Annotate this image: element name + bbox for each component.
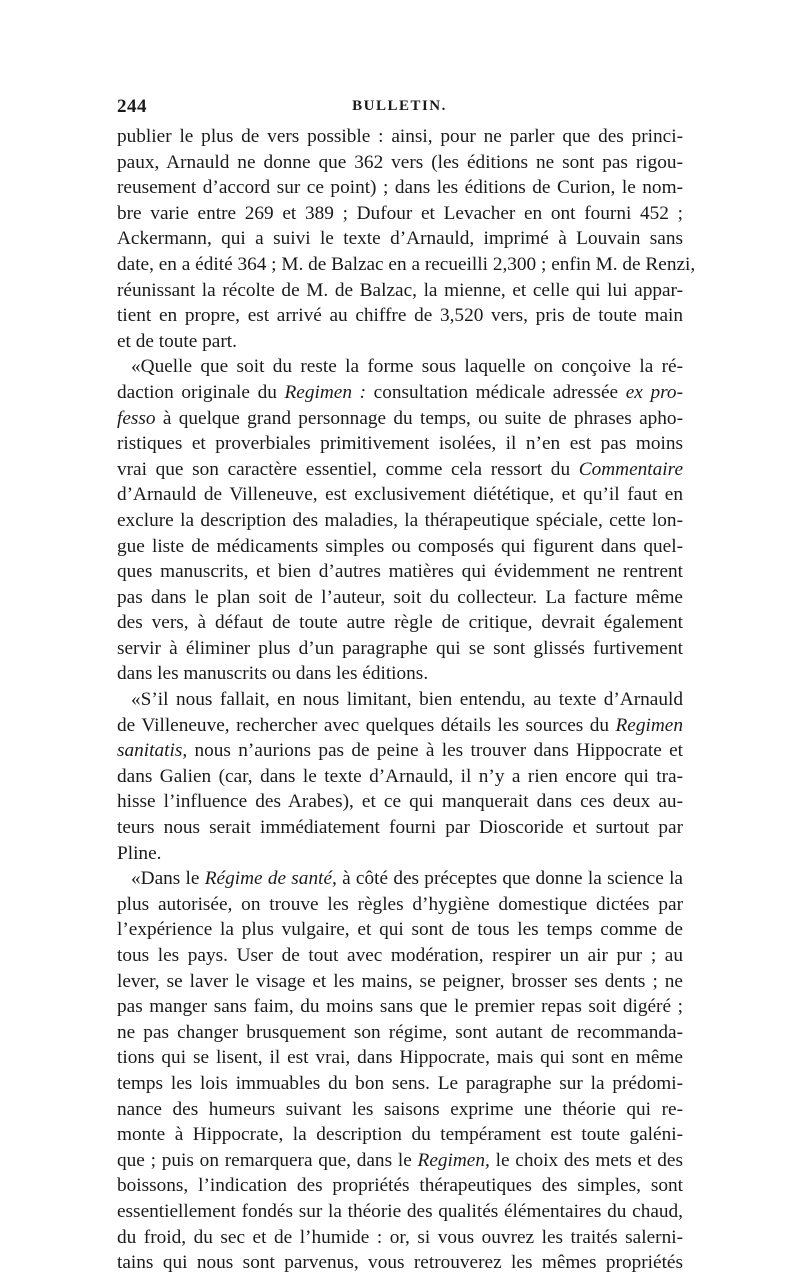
text-line bbox=[117, 406, 683, 432]
italic-text: ex pro- bbox=[625, 381, 683, 403]
text-line bbox=[117, 866, 683, 892]
italic-text: Régime de santé, bbox=[204, 868, 337, 890]
text-line: pas dans le plan soit de l’auteur, soit du collecteur. La facture même bbox=[117, 586, 683, 608]
text-line: d’Arnauld de Villeneuve, est exclusivement diététique, et qu’il faut en bbox=[117, 484, 683, 506]
text-line bbox=[117, 354, 683, 380]
page-header bbox=[117, 96, 682, 122]
text-line: l’expérience la plus vulgaire, et qui sont de tous les temps comme de bbox=[117, 919, 683, 941]
italic-text: fesso bbox=[117, 407, 156, 429]
text-line bbox=[117, 1148, 683, 1174]
text-segment: le choix des mets et des bbox=[489, 1149, 683, 1171]
text-line: ne pas changer brusquement son régime, sont autant de recommanda- bbox=[117, 1021, 683, 1043]
text-line: nance des humeurs suivant les saisons exprime une théorie qui re- bbox=[117, 1098, 683, 1120]
text-line: reusement d’accord sur ce point) ; dans les éditions de Curion, le nom- bbox=[117, 177, 683, 199]
text-segment: «Dans le bbox=[131, 868, 205, 890]
text-line: servir à éliminer plus d’un paragraphe qui se sont glissés furtivement bbox=[117, 637, 683, 659]
text-segment: «Quelle que soit du reste la forme sous laquelle on conçoive la ré- bbox=[131, 356, 683, 378]
text-line bbox=[117, 687, 683, 713]
text-segment: consultation médicale adressée bbox=[366, 381, 626, 403]
text-line bbox=[117, 380, 683, 406]
text-segment: à côté des préceptes que donne la science la bbox=[336, 868, 683, 890]
body-text bbox=[117, 124, 696, 1276]
text-segment: vrai que son caractère essentiel, comme cela ressort du bbox=[117, 458, 579, 480]
text-segment: à quelque grand personnage du temps, ou suite de phrases apho- bbox=[155, 407, 683, 429]
text-line bbox=[117, 738, 683, 764]
text-line: plus autorisée, on trouve les règles d’hygiène domestique dictées par bbox=[117, 893, 683, 915]
text-segment: daction originale du bbox=[117, 381, 285, 403]
text-line: hisse l’influence des Arabes), et ce qui manquerait dans ces deux au- bbox=[117, 791, 683, 813]
text-line: date, en a édité 364 ; M. de Balzac en a recueilli 2,300 ; enfin M. de Renzi, bbox=[117, 253, 696, 275]
text-line: Ackermann, qui a suivi le texte d’Arnauld, imprimé à Louvain sans bbox=[117, 228, 683, 250]
text-line: tions qui se lisent, il est vrai, dans Hippocrate, mais qui sont en même bbox=[117, 1047, 683, 1069]
text-line: pas manger sans faim, du moins sans que le premier repas soit digéré ; bbox=[117, 996, 683, 1018]
text-segment: de Villeneuve, rechercher avec quelques détails les sources du bbox=[117, 714, 616, 736]
text-line: temps les lois immuables du bon sens. Le paragraphe sur la prédomi- bbox=[117, 1072, 683, 1094]
text-line: des vers, à défaut de toute autre règle de critique, devrait également bbox=[117, 612, 683, 634]
text-segment: «S’il nous fallait, en nous limitant, bien entendu, au texte d’Arnauld bbox=[131, 689, 683, 711]
text-line: tient en propre, est arrivé au chiffre de 3,520 vers, pris de toute main bbox=[117, 305, 683, 327]
page-number: 244 bbox=[117, 96, 147, 117]
text-line: dans Galien (car, dans le texte d’Arnauld, il n’y a rien encore qui tra- bbox=[117, 765, 683, 787]
running-head: BULLETIN. bbox=[352, 98, 447, 114]
italic-text: Regimen : bbox=[284, 381, 367, 403]
text-line: ques manuscrits, et bien d’autres matières qui évidemment ne rentrent bbox=[117, 561, 683, 583]
italic-text: Commentaire bbox=[578, 458, 683, 480]
text-line bbox=[117, 713, 683, 739]
text-segment: que ; puis on remarquera que, dans le bbox=[117, 1149, 418, 1171]
text-line: essentiellement fondés sur la théorie des qualités élémentaires du chaud, bbox=[117, 1200, 683, 1222]
text-line: lever, se laver le visage et les mains, se peigner, brosser ses dents ; ne bbox=[117, 970, 683, 992]
text-line: tains qui nous sont parvenus, vous retrouverez les mêmes propriétés bbox=[117, 1252, 683, 1274]
text-line: gue liste de médicaments simples ou composés qui figurent dans quel- bbox=[117, 535, 683, 557]
text-line: teurs nous serait immédiatement fourni par Dioscoride et surtout par bbox=[117, 817, 683, 839]
text-line: Pline. bbox=[117, 842, 162, 864]
text-line: paux, Arnauld ne donne que 362 vers (les éditions ne sont pas rigou- bbox=[117, 151, 683, 173]
text-line: monte à Hippocrate, la description du tempérament est toute galéni- bbox=[117, 1124, 683, 1146]
text-line: dans les manuscrits ou dans les éditions. bbox=[117, 663, 429, 685]
text-line: réunissant la récolte de M. de Balzac, la mienne, et celle qui lui appar- bbox=[117, 279, 683, 301]
text-line: boissons, l’indication des propriétés thérapeutiques des simples, sont bbox=[117, 1175, 683, 1197]
text-line: du froid, du sec et de l’humide : or, si vous ouvrez les traités salerni- bbox=[117, 1226, 683, 1248]
italic-text: Regimen, bbox=[417, 1149, 490, 1171]
text-line: publier le plus de vers possible : ainsi, pour ne parler que des princi- bbox=[117, 126, 683, 147]
text-line: bre varie entre 269 et 389 ; Dufour et Levacher en ont fourni 452 ; bbox=[117, 202, 683, 224]
text-line: et de toute part. bbox=[117, 330, 237, 352]
text-line: tous les pays. User de tout avec modération, respirer un air pur ; au bbox=[117, 945, 683, 966]
text-segment: nous n’aurions pas de peine à les trouver dans Hippocrate et bbox=[187, 740, 683, 762]
italic-text: Regimen bbox=[615, 714, 683, 736]
text-line: exclure la description des maladies, la thérapeutique spéciale, cette lon- bbox=[117, 509, 683, 531]
text-line: ristiques et proverbiales primitivement isolées, il n’en est pas moins bbox=[117, 433, 683, 455]
text-line bbox=[117, 457, 683, 483]
italic-text: sanitatis, bbox=[117, 740, 188, 762]
